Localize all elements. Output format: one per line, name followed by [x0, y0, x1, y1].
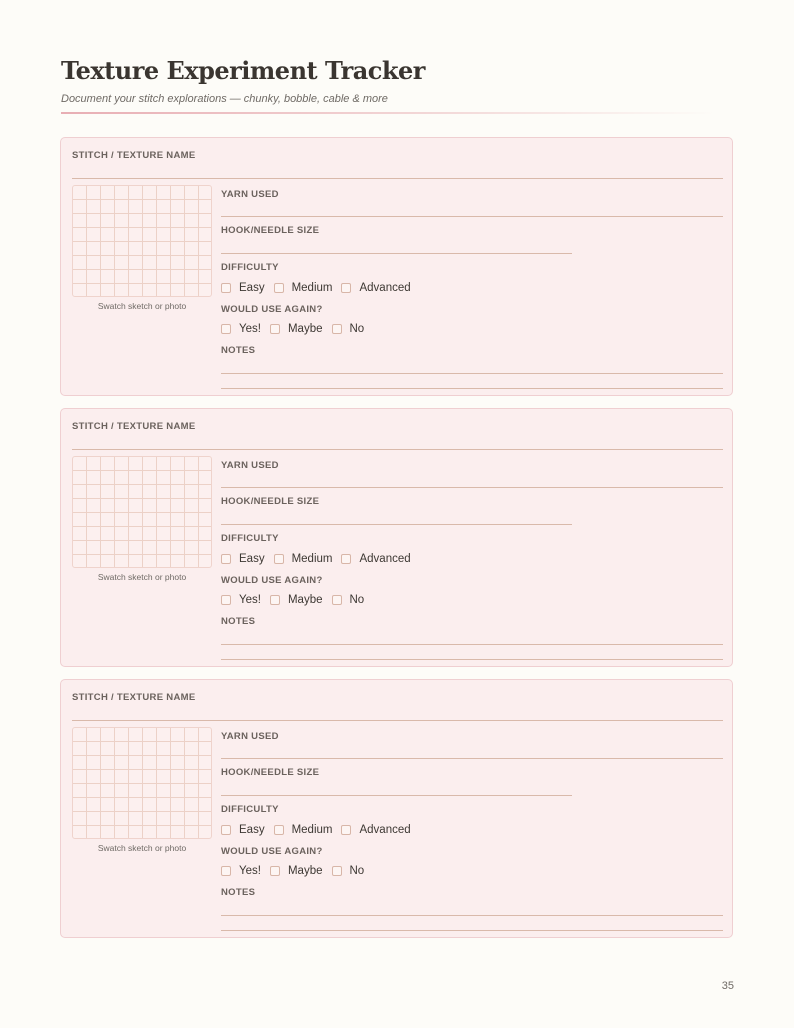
use-again-option-label: Maybe: [287, 594, 323, 606]
hook-size-field[interactable]: [221, 524, 572, 525]
yarn-used-label: YARN USED: [221, 189, 279, 200]
hook-size-label: HOOK/NEEDLE SIZE: [221, 225, 320, 236]
difficulty-option-label: Medium: [291, 824, 333, 836]
difficulty-checkbox[interactable]: [341, 283, 351, 293]
difficulty-checkbox[interactable]: [274, 825, 284, 835]
notes-line-1[interactable]: [221, 915, 723, 916]
swatch-grid[interactable]: [72, 185, 212, 297]
swatch-grid[interactable]: [72, 727, 212, 839]
page-subtitle: Document your stitch explorations — chunky, bobble, cable & more: [61, 93, 388, 105]
hook-size-label: HOOK/NEEDLE SIZE: [221, 767, 320, 778]
stitch-name-field[interactable]: [72, 178, 723, 179]
use-again-checkbox[interactable]: [270, 866, 280, 876]
yarn-used-field[interactable]: [221, 487, 723, 488]
use-again-option-label: Maybe: [287, 323, 323, 335]
use-again-checkbox[interactable]: [332, 324, 342, 334]
swatch-grid[interactable]: [72, 456, 212, 568]
use-again-label: WOULD USE AGAIN?: [221, 575, 323, 586]
difficulty-options: [221, 552, 420, 566]
stitch-name-label: STITCH / TEXTURE NAME: [72, 421, 196, 432]
use-again-option-label: No: [349, 323, 365, 335]
difficulty-options: [221, 281, 420, 295]
use-again-checkbox[interactable]: [270, 595, 280, 605]
difficulty-option-label: Medium: [291, 282, 333, 294]
difficulty-label: DIFFICULTY: [221, 804, 279, 815]
notes-label: NOTES: [221, 616, 256, 627]
notes-line-1[interactable]: [221, 644, 723, 645]
use-again-label: WOULD USE AGAIN?: [221, 846, 323, 857]
difficulty-option-label: Easy: [239, 553, 265, 565]
notes-label: NOTES: [221, 887, 256, 898]
experiment-card: [60, 408, 733, 667]
stitch-name-label: STITCH / TEXTURE NAME: [72, 150, 196, 161]
page-title: Texture Experiment Tracker: [61, 56, 425, 85]
hook-size-field[interactable]: [221, 253, 572, 254]
use-again-option-label: Yes!: [239, 594, 261, 606]
difficulty-option-label: Easy: [239, 824, 265, 836]
yarn-used-field[interactable]: [221, 216, 723, 217]
stitch-name-field[interactable]: [72, 720, 723, 721]
hook-size-label: HOOK/NEEDLE SIZE: [221, 496, 320, 507]
use-again-option-label: Yes!: [239, 323, 261, 335]
use-again-checkbox[interactable]: [332, 866, 342, 876]
page-number: 35: [721, 980, 734, 992]
difficulty-checkbox[interactable]: [274, 554, 284, 564]
difficulty-label: DIFFICULTY: [221, 262, 279, 273]
stitch-name-label: STITCH / TEXTURE NAME: [72, 692, 196, 703]
difficulty-checkbox[interactable]: [221, 283, 231, 293]
swatch-caption: Swatch sketch or photo: [97, 572, 187, 582]
difficulty-option-label: Advanced: [359, 282, 411, 294]
difficulty-checkbox[interactable]: [341, 554, 351, 564]
use-again-checkbox[interactable]: [221, 866, 231, 876]
use-again-option-label: No: [349, 865, 365, 877]
use-again-checkbox[interactable]: [332, 595, 342, 605]
use-again-options: [221, 864, 373, 878]
difficulty-option-label: Advanced: [359, 824, 411, 836]
notes-label: NOTES: [221, 345, 256, 356]
swatch-caption: Swatch sketch or photo: [97, 843, 187, 853]
use-again-option-label: Yes!: [239, 865, 261, 877]
experiment-card: [60, 679, 733, 938]
hook-size-field[interactable]: [221, 795, 572, 796]
experiment-card: [60, 137, 733, 396]
yarn-used-label: YARN USED: [221, 731, 279, 742]
use-again-checkbox[interactable]: [221, 324, 231, 334]
stitch-name-field[interactable]: [72, 449, 723, 450]
use-again-label: WOULD USE AGAIN?: [221, 304, 323, 315]
yarn-used-label: YARN USED: [221, 460, 279, 471]
difficulty-checkbox[interactable]: [274, 283, 284, 293]
title-divider: [61, 112, 716, 114]
difficulty-option-label: Medium: [291, 553, 333, 565]
use-again-options: [221, 593, 373, 607]
difficulty-option-label: Easy: [239, 282, 265, 294]
use-again-checkbox[interactable]: [221, 595, 231, 605]
notes-line-2[interactable]: [221, 659, 723, 660]
difficulty-option-label: Advanced: [359, 553, 411, 565]
notes-line-2[interactable]: [221, 930, 723, 931]
notes-line-1[interactable]: [221, 373, 723, 374]
difficulty-options: [221, 823, 420, 837]
use-again-option-label: No: [349, 594, 365, 606]
difficulty-checkbox[interactable]: [341, 825, 351, 835]
swatch-caption: Swatch sketch or photo: [97, 301, 187, 311]
difficulty-checkbox[interactable]: [221, 825, 231, 835]
yarn-used-field[interactable]: [221, 758, 723, 759]
difficulty-label: DIFFICULTY: [221, 533, 279, 544]
use-again-checkbox[interactable]: [270, 324, 280, 334]
use-again-options: [221, 322, 373, 336]
use-again-option-label: Maybe: [287, 865, 323, 877]
notes-line-2[interactable]: [221, 388, 723, 389]
difficulty-checkbox[interactable]: [221, 554, 231, 564]
